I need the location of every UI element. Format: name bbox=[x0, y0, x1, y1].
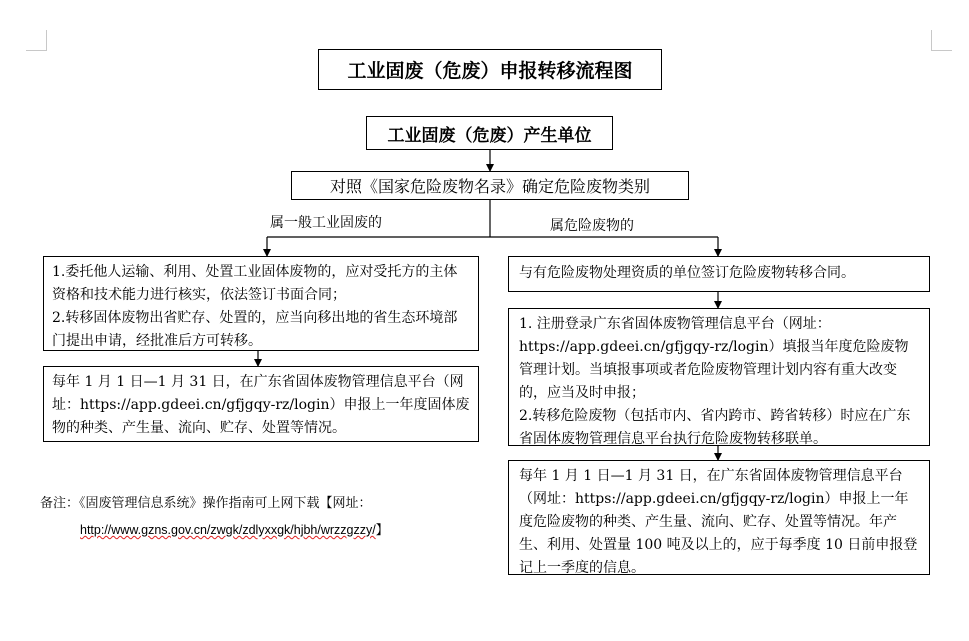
hazardous-step-sign-contract bbox=[508, 256, 930, 292]
hazardous-step-annual-report bbox=[508, 460, 930, 575]
general-step-annual-report bbox=[43, 366, 479, 442]
hazardous-step-2-line-1: 1. 注册登录广东省固体废物管理信息平台（网址：https://app.gdeei.cn/gfjgqy-rz/login）填报当年度危险废物管理计划。当填报事项或者危险废物管理计划内容有重大改变的，应当及时申报； bbox=[519, 316, 909, 401]
footnote-url-link[interactable]: http://www.gzns.gov.cn/zwgk/zdlyxxgk/hjbh/wrzzgzzy/ bbox=[80, 523, 376, 537]
footnote-text: 《固废管理信息系统》操作指南可上网下载【网址： bbox=[79, 496, 372, 511]
footnote-line-1 bbox=[40, 490, 440, 517]
general-step-2-line-1: 每年 1 月 1 日—1 月 31 日，在广东省固体废物管理信息平台（网址：https://app.gdeei.cn/gfjgqy-rz/login）申报上一年度固体废物的种类、产生量、流向、贮存、处置等情况。 bbox=[52, 374, 470, 436]
footnote-label: 备注： bbox=[40, 496, 80, 511]
footnote-line-2 bbox=[40, 517, 440, 544]
node-generating-unit bbox=[366, 116, 613, 150]
branch-label-general: 属一般工业固废的 bbox=[270, 215, 382, 231]
hazardous-step-register-plan bbox=[508, 308, 930, 446]
footnote-close-bracket: 】 bbox=[375, 523, 389, 537]
node-generating-unit-text: 工业固废（危废）产生单位 bbox=[387, 125, 592, 146]
diagram-title bbox=[318, 49, 662, 90]
diagram-title-text: 工业固废（危废）申报转移流程图 bbox=[347, 60, 633, 82]
hazardous-step-3-line-1: 每年 1 月 1 日—1 月 31 日，在广东省固体废物管理信息平台（网址：https://app.gdeei.cn/gfjgqy-rz/login）申报上一年度危险废物的种类、产生量、流向、贮存、处置等情况。年产生、利用、处置量 100 吨及以上的，应于每季度 10 日前申报登记上一季度的信息。 bbox=[519, 468, 918, 576]
branch-label-hazardous: 属危险废物的 bbox=[550, 218, 634, 234]
hazardous-step-2-line-2: 2.转移危险废物（包括市内、省内跨市、跨省转移）时应在广东省固体废物管理信息平台执行危险废物转移联单。 bbox=[519, 408, 911, 447]
general-step-contract-transfer bbox=[43, 256, 479, 351]
node-classify-waste bbox=[291, 171, 689, 200]
hazardous-step-1-line-1: 与有危险废物处理资质的单位签订危险废物转移合同。 bbox=[519, 265, 855, 281]
general-step-1-line-1: 1.委托他人运输、利用、处置工业固体废物的，应对受托方的主体资格和技术能力进行核实，依法签订书面合同； bbox=[52, 264, 458, 303]
node-classify-waste-text: 对照《国家危险废物名录》确定危险废物类别 bbox=[329, 177, 650, 196]
general-step-1-line-2: 2.转移固体废物出省贮存、处置的，应当向移出地的省生态环境部门提出申请，经批准后方可转移。 bbox=[52, 310, 458, 349]
footnote bbox=[40, 490, 440, 544]
